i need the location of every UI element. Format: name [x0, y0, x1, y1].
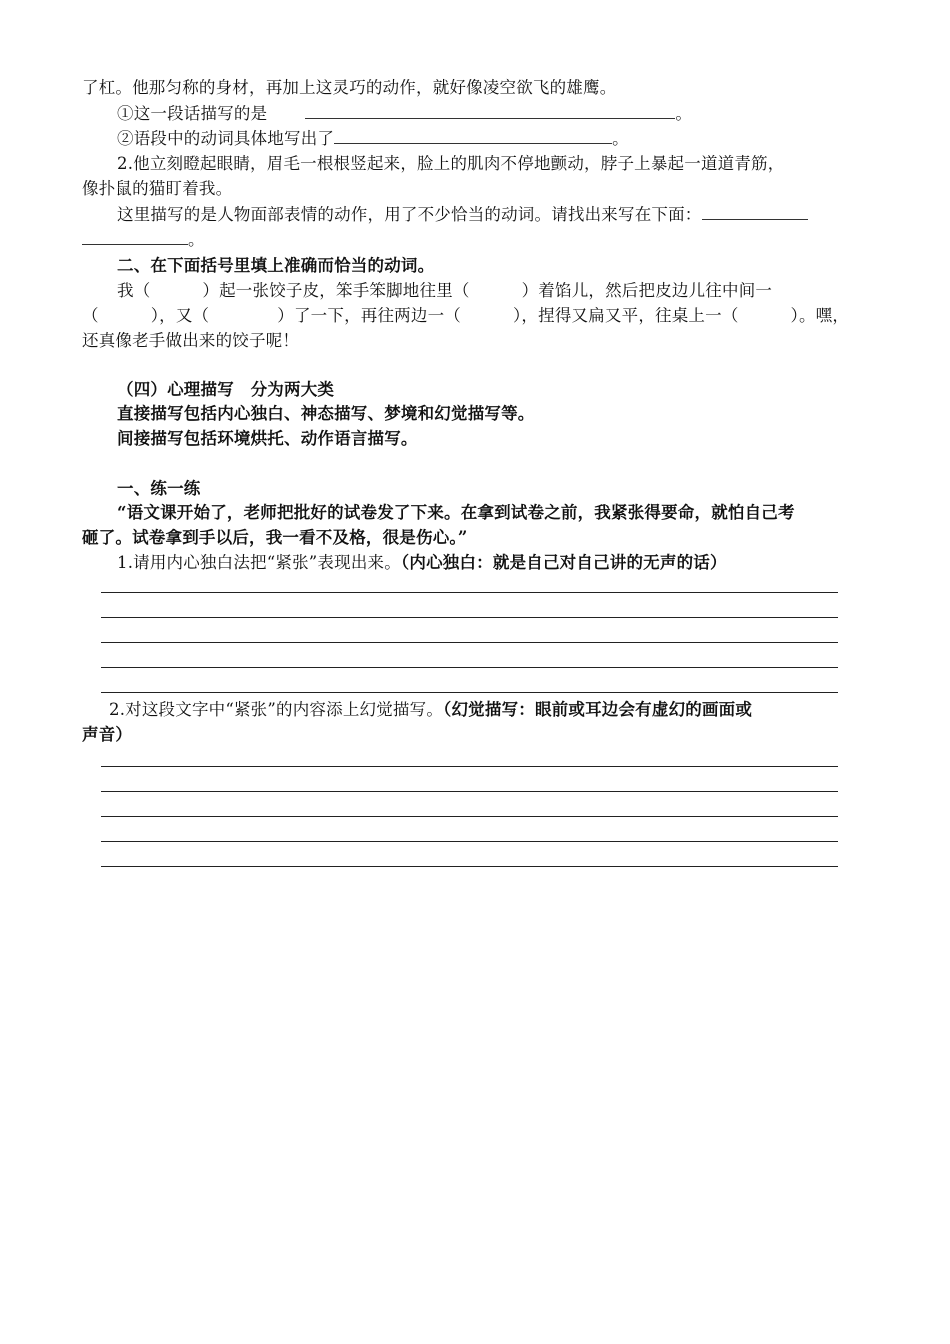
- practice-heading: 一、练一练: [117, 479, 201, 498]
- question-line: [117, 203, 808, 227]
- question-1-text: ①这一段话描写的是: [117, 104, 268, 123]
- answer-line[interactable]: [101, 816, 838, 817]
- answer-blank[interactable]: [334, 127, 612, 144]
- paragraph-line: 2.他立刻瞪起眼睛，眉毛一根根竖起来，脸上的肌肉不停地颤动，脖子上暴起一道道青筋，: [117, 154, 785, 173]
- practice-question-1: [117, 551, 727, 575]
- answer-line[interactable]: [101, 617, 838, 618]
- question-2-end: 。: [612, 129, 629, 148]
- answer-blank[interactable]: [702, 203, 808, 220]
- quote-line: 砸了。试卷拿到手以后，我一看不及格，很是伤心。”: [82, 528, 468, 547]
- question-hint: （内心独白：就是自己对自己讲的无声的话）: [400, 553, 727, 572]
- question-text: 1.请用内心独白法把“紧张”表现出来。: [117, 553, 401, 572]
- fill-text: ），又（: [150, 306, 210, 325]
- fill-text: ）着馅儿，然后把皮边儿往中间一: [521, 281, 773, 300]
- fill-in-line: [117, 279, 772, 303]
- fill-text: ）起一张饺子皮，笨手笨脚地往里（: [202, 281, 470, 300]
- question-1-end: 。: [675, 104, 693, 123]
- answer-line[interactable]: [101, 866, 838, 867]
- definition-line: 间接描写包括环境烘托、动作语言描写。: [117, 429, 418, 448]
- question-hint: （幻觉描写：眼前或耳边会有虚幻的画面或: [443, 700, 753, 719]
- answer-line[interactable]: [101, 766, 838, 767]
- fill-text: ）了一下，再往两边一（: [277, 306, 461, 325]
- question-1-line: [117, 102, 692, 126]
- definition-line: 直接描写包括内心独白、神态描写、梦境和幻觉描写等。: [117, 404, 535, 423]
- fill-text: （: [82, 306, 99, 325]
- fill-text: ），捏得又扁又平，往桌上一（: [512, 306, 739, 325]
- practice-question-2: [109, 698, 752, 722]
- fill-in-line: 还真像老手做出来的饺子呢！: [82, 331, 300, 350]
- paragraph-line: 了杠。他那匀称的身材，再加上这灵巧的动作，就好像凌空欲飞的雄鹰。: [82, 78, 617, 97]
- question-hint-continued: 声音）: [82, 725, 133, 744]
- fill-text: ）。嘿，: [790, 306, 850, 325]
- answer-blank[interactable]: [305, 102, 675, 119]
- question-2-text: ②语段中的动词具体地写出了: [117, 129, 335, 148]
- question-2-line: [117, 127, 629, 151]
- paragraph-line: 像扑鼠的猫盯着我。: [82, 179, 233, 198]
- question-text: 2.对这段文字中“紧张”的内容添上幻觉描写。: [109, 700, 444, 719]
- section-heading: 二、在下面括号里填上准确而恰当的动词。: [117, 256, 435, 275]
- question-line: [82, 228, 205, 252]
- answer-line[interactable]: [101, 642, 838, 643]
- answer-line[interactable]: [101, 692, 838, 693]
- section-heading: （四）心理描写 分为两大类: [117, 380, 335, 399]
- answer-line[interactable]: [101, 841, 838, 842]
- answer-blank[interactable]: [82, 228, 188, 245]
- question-end: 。: [188, 230, 205, 249]
- fill-text: 我（: [117, 281, 151, 300]
- fill-in-line: [82, 304, 849, 328]
- answer-line[interactable]: [101, 667, 838, 668]
- question-text: 这里描写的是人物面部表情的动作，用了不少恰当的动词。请找出来写在下面：: [117, 205, 702, 224]
- answer-line[interactable]: [101, 791, 838, 792]
- answer-line[interactable]: [101, 592, 838, 593]
- quote-line: “语文课开始了，老师把批好的试卷发了下来。在拿到试卷之前，我紧张得要命，就怕自己考: [117, 503, 795, 522]
